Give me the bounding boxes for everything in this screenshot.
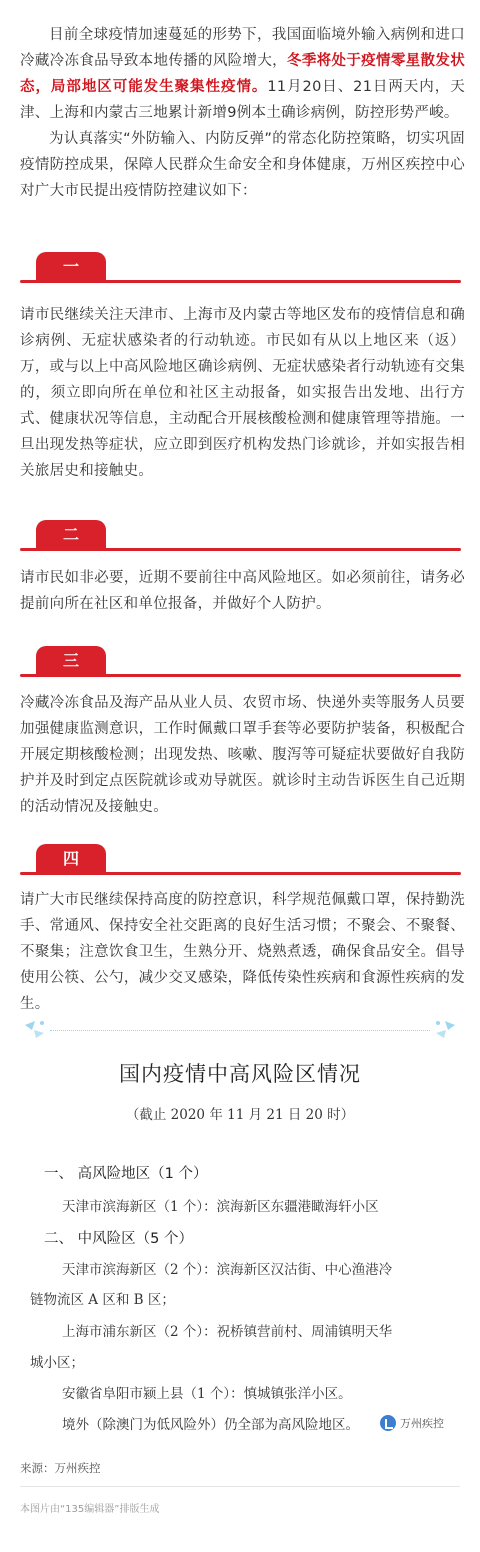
section-1-text: 请市民继续关注天津市、上海市及内蒙古等地区发布的疫情信息和确诊病例、无症状感染者的行动轨迹。市民如有从以上地区来（返）万，或与以上中高风险地区确诊病例、无症状感染者行动轨迹有交集的，须立即向所在单位和社区主动报备，如实报告出发地、出行方式、健康状况等信息，主动配合开展核酸检测和健康管理等措施。一旦出现发热等症状，应立即到医疗机构发热门诊就诊，并如实报告相关旅居史和接触史。 bbox=[20, 307, 465, 479]
intro-text-a: 目前全球疫情加速蔓延的形势下，我国面临境外输入病例和进口冷藏冷冻食品导致本地传播的风险增大， bbox=[20, 27, 465, 69]
section-4-header bbox=[20, 844, 461, 878]
mid-risk-line: 境外（除澳门为低风险外）仍全部为高风险地区。 bbox=[62, 1417, 359, 1433]
high-risk-item: 天津市滨海新区（1 个）：滨海新区东疆港瞰海轩小区 bbox=[62, 1199, 379, 1215]
intro-paragraph-1 bbox=[20, 22, 465, 126]
section-4-tab: 四 bbox=[36, 844, 106, 874]
section-2-tab: 二 bbox=[36, 520, 106, 550]
section-1-tab: 一 bbox=[36, 252, 106, 282]
section-4-text: 请广大市民继续保持高度的防控意识，科学规范佩戴口罩，保持勤洗手、常通风、保持安全社交距离的良好生活习惯；不聚会、不聚餐、不聚集；注意饮食卫生，生熟分开、烧熟煮透，确保食品安全。倡导使用公筷、公勺，减少交叉感染，降低传染性疾病和食源性疾病的发生。 bbox=[20, 892, 465, 1012]
intro-paragraph-2: 为认真落实“外防输入、内防反弹”的常态化防控策略，切实巩固疫情防控成果，保障人民群众生命安全和身体健康，万州区疾控中心对广大市民提出疫情防控建议如下： bbox=[20, 131, 465, 199]
section-3-rule bbox=[20, 674, 461, 677]
section-2-rule bbox=[20, 548, 461, 551]
section-4-rule bbox=[20, 872, 461, 875]
mid-risk-line: 安徽省阜阳市颍上县（1 个）：慎城镇张洋小区。 bbox=[62, 1386, 352, 1402]
mid-risk-line: 城小区； bbox=[30, 1355, 84, 1371]
section-3-tab: 三 bbox=[36, 646, 106, 676]
section-1-header bbox=[20, 252, 461, 286]
banner-divider bbox=[50, 1030, 430, 1032]
high-risk-heading: 一、 高风险地区（1 个） bbox=[44, 1166, 208, 1182]
footer-divider bbox=[20, 1486, 460, 1487]
section-3-header bbox=[20, 646, 461, 680]
intro-emphasis: 冬季将处于疫情零星散发状态，局部地区可能发生聚集性疫情。 bbox=[20, 53, 465, 95]
section-3-text: 冷藏冷冻食品及海产品从业人员、农贸市场、快递外卖等服务人员要加强健康监测意识，工作时佩戴口罩手套等必要防护装备，积极配合开展定期核酸检测；出现发热、咳嗽、腹泻等可疑症状要做好自我防护并及时到定点医院就诊或劝导就医。就诊时主动告诉医生自己近期的活动情况及接触史。 bbox=[20, 695, 465, 815]
risk-title: 国内疫情中高风险区情况 bbox=[119, 1062, 361, 1086]
risk-date: （截止 2020 年 11 月 21 日 20 时） bbox=[125, 1107, 355, 1123]
source-credit: 来源：万州疾控 bbox=[20, 1461, 101, 1475]
editor-footer: 本图片由“135编辑器”排版生成 bbox=[20, 1504, 160, 1515]
sparkle-right-icon bbox=[432, 1017, 458, 1041]
mid-risk-line: 链物流区 A 区和 B 区； bbox=[30, 1292, 175, 1308]
section-2-header bbox=[20, 520, 461, 554]
section-1-rule bbox=[20, 280, 461, 283]
watermark-text: 万州疾控 bbox=[400, 1417, 444, 1430]
watermark bbox=[380, 1412, 444, 1434]
intro-text bbox=[20, 22, 465, 204]
mid-risk-line: 上海市浦东新区（2 个）：祝桥镇营前村、周浦镇明天华 bbox=[62, 1324, 393, 1340]
intro-text-b: 11月20日、21日两天内，天津、上海和内蒙古三地累计新增9例本土确诊病例，防控形势严峻。 bbox=[20, 79, 465, 121]
mid-risk-heading: 二、 中风险区（5 个） bbox=[44, 1231, 193, 1247]
mid-risk-line: 天津市滨海新区（2 个）：滨海新区汉沽街、中心渔港冷 bbox=[62, 1262, 393, 1278]
watermark-logo-icon bbox=[380, 1415, 396, 1431]
sparkle-left-icon bbox=[22, 1017, 48, 1041]
section-2-text: 请市民如非必要，近期不要前往中高风险地区。如必须前往，请务必提前向所在社区和单位报备，并做好个人防护。 bbox=[20, 570, 465, 612]
